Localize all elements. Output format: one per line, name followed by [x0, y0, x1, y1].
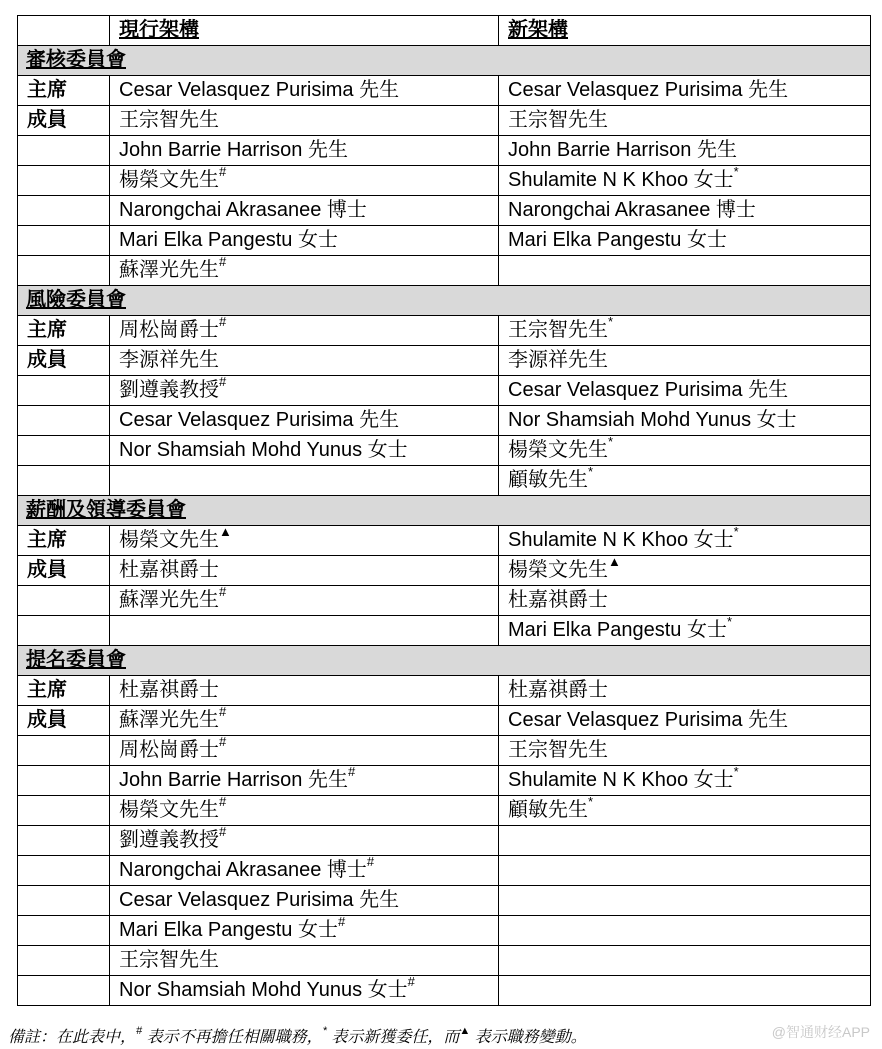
role-cell: 主席 [18, 526, 110, 556]
role-cell: 主席 [18, 676, 110, 706]
new-member-cell-mark: * [733, 765, 739, 780]
table-row [18, 916, 871, 946]
new-member-cell-text: Mari Elka Pangestu 女士 [508, 229, 727, 251]
current-member-cell-text: 楊榮文先生 [119, 529, 219, 551]
footnote-hash-text: 表示不再擔任相關職務， [142, 1029, 323, 1046]
new-member-cell [499, 316, 871, 346]
new-member-cell-text: 李源祥先生 [508, 349, 608, 371]
current-member-cell-text: Mari Elka Pangestu 女士 [119, 229, 338, 251]
role-cell [18, 136, 110, 166]
current-member-cell [110, 166, 499, 196]
current-member-cell [110, 616, 499, 646]
new-member-cell [499, 976, 871, 1006]
section-title: 審核委員會 [18, 46, 871, 76]
current-member-cell-text: 李源祥先生 [119, 349, 219, 371]
current-member-cell [110, 256, 499, 286]
table-row [18, 856, 871, 886]
current-member-cell [110, 526, 499, 556]
new-member-cell [499, 946, 871, 976]
section-title: 風險委員會 [18, 286, 871, 316]
current-member-cell-text: 楊榮文先生 [119, 799, 219, 821]
new-member-cell-text: 王宗智先生 [508, 319, 608, 341]
current-member-cell [110, 916, 499, 946]
table-row [18, 676, 871, 706]
new-member-cell [499, 106, 871, 136]
role-cell [18, 616, 110, 646]
section-header-row [18, 646, 871, 676]
new-member-cell-text: John Barrie Harrison 先生 [508, 139, 737, 161]
current-member-cell-mark: # [337, 915, 346, 930]
new-member-cell [499, 736, 871, 766]
new-member-cell [499, 586, 871, 616]
table-row [18, 316, 871, 346]
footnote-prefix: 備註：在此表中， [8, 1029, 137, 1046]
new-member-cell-mark: * [588, 795, 594, 810]
new-member-cell [499, 376, 871, 406]
role-cell: 主席 [18, 76, 110, 106]
current-member-cell-text: John Barrie Harrison 先生 [119, 769, 348, 791]
new-member-cell [499, 796, 871, 826]
current-member-cell [110, 706, 499, 736]
new-member-cell [499, 706, 871, 736]
new-member-cell [499, 616, 871, 646]
current-member-cell [110, 856, 499, 886]
section-title: 提名委員會 [18, 646, 871, 676]
section-header-row [18, 286, 871, 316]
current-member-cell-text: 劉遵義教授 [119, 379, 219, 401]
role-cell [18, 736, 110, 766]
current-member-cell-text: Cesar Velasquez Purisima 先生 [119, 889, 400, 911]
new-member-cell-text: Cesar Velasquez Purisima 先生 [508, 379, 789, 401]
footnote-star-mark: * [322, 1024, 327, 1037]
role-cell [18, 166, 110, 196]
new-member-cell-text: 王宗智先生 [508, 739, 608, 761]
current-member-cell-mark: # [219, 585, 227, 600]
role-cell [18, 916, 110, 946]
role-cell: 成員 [18, 346, 110, 376]
table-row [18, 526, 871, 556]
table-row [18, 976, 871, 1006]
new-member-cell [499, 466, 871, 496]
current-member-cell-text: 杜嘉祺爵士 [119, 559, 219, 581]
role-cell [18, 196, 110, 226]
new-member-cell-text: 楊榮文先生 [508, 559, 608, 581]
current-member-cell [110, 766, 499, 796]
role-cell [18, 826, 110, 856]
table-row [18, 736, 871, 766]
current-member-cell [110, 796, 499, 826]
table-row [18, 826, 871, 856]
current-member-cell-mark: # [219, 825, 227, 840]
table-row [18, 556, 871, 586]
current-member-cell [110, 376, 499, 406]
new-member-cell [499, 346, 871, 376]
current-member-cell [110, 226, 499, 256]
current-member-cell-text: John Barrie Harrison 先生 [119, 139, 348, 161]
current-member-cell [110, 406, 499, 436]
new-member-cell-text: Cesar Velasquez Purisima 先生 [508, 709, 789, 731]
new-member-cell [499, 76, 871, 106]
table-row [18, 766, 871, 796]
role-cell [18, 886, 110, 916]
role-cell: 成員 [18, 556, 110, 586]
new-member-cell-text: Shulamite N K Khoo 女士 [508, 169, 734, 191]
current-member-cell [110, 736, 499, 766]
footnote-hash-mark: # [136, 1024, 143, 1037]
table-row [18, 616, 871, 646]
table-row [18, 76, 871, 106]
role-cell [18, 376, 110, 406]
table-row [18, 166, 871, 196]
table-row [18, 436, 871, 466]
current-member-cell-text: Cesar Velasquez Purisima 先生 [119, 409, 400, 431]
current-member-cell [110, 76, 499, 106]
role-cell [18, 946, 110, 976]
role-cell [18, 976, 110, 1006]
current-member-cell-mark: # [219, 795, 227, 810]
current-member-cell-mark: # [219, 705, 227, 720]
new-member-cell-text: 王宗智先生 [508, 109, 608, 131]
current-member-cell-mark: ▲ [219, 525, 232, 540]
table-row [18, 376, 871, 406]
current-member-cell-text: Mari Elka Pangestu 女士 [119, 919, 338, 941]
role-cell [18, 226, 110, 256]
committee-table-body [18, 16, 871, 1006]
new-member-cell-text: 顧敏先生 [508, 469, 588, 491]
new-member-cell [499, 196, 871, 226]
new-member-cell-text: Narongchai Akrasanee 博士 [508, 199, 756, 221]
new-member-cell [499, 166, 871, 196]
current-member-cell-text: 劉遵義教授 [119, 829, 219, 851]
current-member-cell-mark: # [407, 975, 415, 990]
role-cell [18, 586, 110, 616]
current-member-cell-mark: # [219, 315, 227, 330]
current-member-cell-mark: # [219, 165, 227, 180]
current-member-cell-mark: # [219, 255, 227, 270]
new-member-cell [499, 256, 871, 286]
table-row [18, 106, 871, 136]
current-member-cell-mark: # [347, 765, 356, 780]
current-member-cell-text: Cesar Velasquez Purisima 先生 [119, 79, 400, 101]
new-member-cell-text: Mari Elka Pangestu 女士 [508, 619, 727, 641]
current-member-cell-text: Narongchai Akrasanee 博士 [119, 859, 367, 881]
current-member-cell [110, 316, 499, 346]
current-member-cell [110, 136, 499, 166]
header-current: 現行架構 [110, 16, 499, 46]
current-member-cell-text: 王宗智先生 [119, 949, 219, 971]
table-row [18, 256, 871, 286]
new-member-cell [499, 886, 871, 916]
current-member-cell-text: 蘇澤光先生 [119, 589, 219, 611]
current-member-cell-mark: # [219, 735, 227, 750]
table-row [18, 886, 871, 916]
role-cell [18, 256, 110, 286]
current-member-cell [110, 556, 499, 586]
new-member-cell [499, 406, 871, 436]
current-member-cell-text: Narongchai Akrasanee 博士 [119, 199, 367, 221]
watermark: @智通财经APP [771, 1024, 870, 1040]
new-member-cell-mark: ▲ [608, 555, 621, 570]
table-row [18, 406, 871, 436]
new-member-cell [499, 856, 871, 886]
current-member-cell [110, 436, 499, 466]
current-member-cell [110, 826, 499, 856]
table-row [18, 796, 871, 826]
current-member-cell [110, 976, 499, 1006]
role-cell [18, 856, 110, 886]
current-member-cell-text: 杜嘉祺爵士 [119, 679, 219, 701]
footnote-star-text: 表示新獲委任，而 [326, 1029, 460, 1046]
role-cell: 成員 [18, 106, 110, 136]
new-member-cell-text: 楊榮文先生 [508, 439, 608, 461]
table-row [18, 136, 871, 166]
header-new: 新架構 [499, 16, 871, 46]
new-member-cell-mark: * [726, 615, 733, 630]
role-cell [18, 766, 110, 796]
role-cell: 主席 [18, 316, 110, 346]
footnote-triangle-mark: ▲ [459, 1024, 471, 1037]
role-cell [18, 796, 110, 826]
new-member-cell [499, 676, 871, 706]
new-member-cell-text: 杜嘉祺爵士 [508, 589, 608, 611]
new-member-cell-mark: * [733, 525, 739, 540]
current-member-cell-text: Nor Shamsiah Mohd Yunus 女士 [119, 979, 408, 1001]
role-cell [18, 436, 110, 466]
section-header-row [18, 46, 871, 76]
new-member-cell-text: Cesar Velasquez Purisima 先生 [508, 79, 789, 101]
role-cell [18, 406, 110, 436]
table-row [18, 586, 871, 616]
table-row [18, 196, 871, 226]
role-cell [18, 466, 110, 496]
new-member-cell [499, 916, 871, 946]
table-row [18, 466, 871, 496]
current-member-cell-text: 蘇澤光先生 [119, 709, 219, 731]
current-member-cell [110, 676, 499, 706]
table-row [18, 946, 871, 976]
current-member-cell-mark: # [219, 375, 227, 390]
new-member-cell [499, 826, 871, 856]
header-blank-cell [18, 16, 110, 46]
current-member-cell [110, 466, 499, 496]
current-member-cell-text: 周松崗爵士 [119, 739, 219, 761]
new-member-cell [499, 136, 871, 166]
current-member-cell [110, 946, 499, 976]
current-member-cell [110, 886, 499, 916]
new-member-cell [499, 436, 871, 466]
current-member-cell-mark: # [366, 855, 375, 870]
footnote-triangle-text: 表示職務變動。 [470, 1029, 587, 1046]
current-member-cell [110, 586, 499, 616]
new-member-cell-text: Shulamite N K Khoo 女士 [508, 529, 734, 551]
current-member-cell [110, 196, 499, 226]
current-member-cell-text: 蘇澤光先生 [119, 259, 219, 281]
current-member-cell [110, 346, 499, 376]
new-member-cell-mark: * [588, 465, 594, 480]
committee-table [17, 15, 871, 1006]
new-member-cell-mark: * [608, 315, 614, 330]
new-member-cell-text: Nor Shamsiah Mohd Yunus 女士 [508, 409, 797, 431]
current-member-cell-text: 周松崗爵士 [119, 319, 219, 341]
header-row [18, 16, 871, 46]
new-member-cell-mark: * [608, 435, 614, 450]
current-member-cell-text: Nor Shamsiah Mohd Yunus 女士 [119, 439, 408, 461]
new-member-cell-text: 顧敏先生 [508, 799, 588, 821]
new-member-cell [499, 526, 871, 556]
role-cell: 成員 [18, 706, 110, 736]
table-row [18, 226, 871, 256]
current-member-cell [110, 106, 499, 136]
new-member-cell [499, 226, 871, 256]
footnote [8, 1024, 587, 1047]
new-member-cell-text: Shulamite N K Khoo 女士 [508, 769, 734, 791]
new-member-cell-mark: * [733, 165, 739, 180]
section-title: 薪酬及領導委員會 [18, 496, 871, 526]
new-member-cell [499, 766, 871, 796]
table-row [18, 706, 871, 736]
new-member-cell [499, 556, 871, 586]
section-header-row [18, 496, 871, 526]
table-row [18, 346, 871, 376]
new-member-cell-text: 杜嘉祺爵士 [508, 679, 608, 701]
current-member-cell-text: 楊榮文先生 [119, 169, 219, 191]
current-member-cell-text: 王宗智先生 [119, 109, 219, 131]
